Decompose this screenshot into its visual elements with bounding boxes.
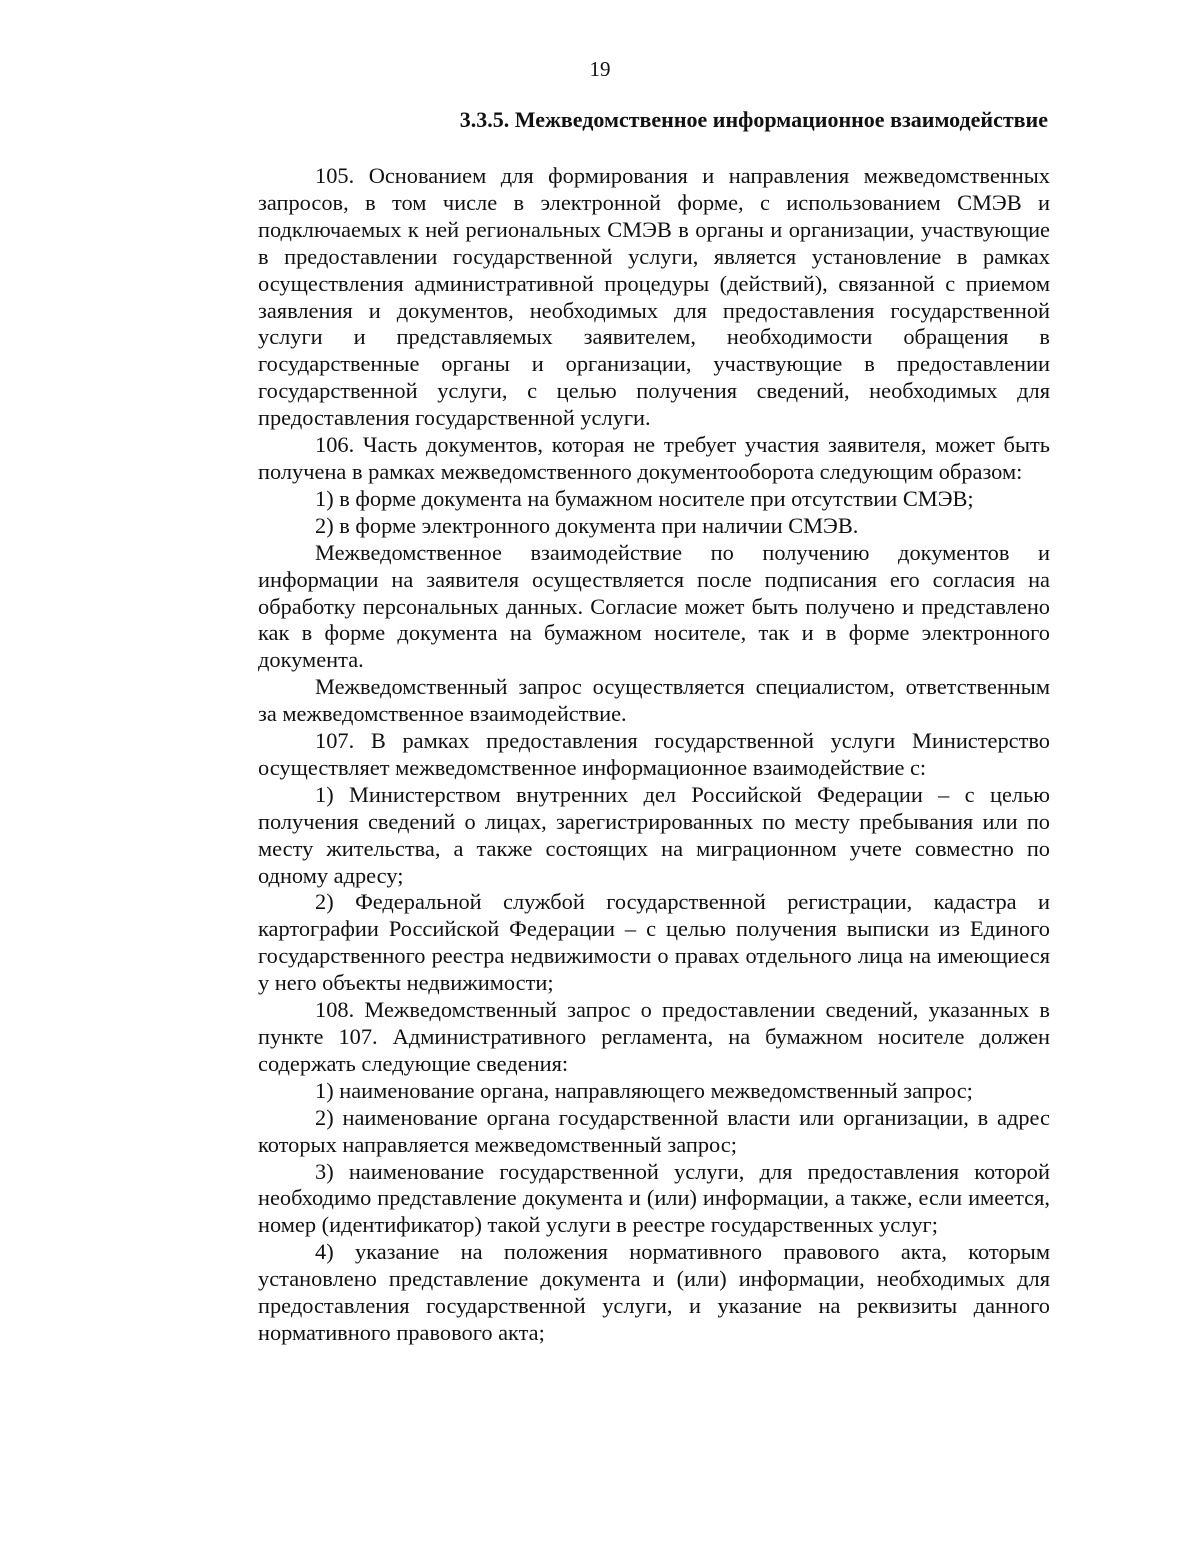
list-item-108-3: 3) наименование государственной услуги, для предоставления которой необходимо представление документа и (или) информации, а также, если имеется, номер (идентификатор) такой услуги в реестре государственных услуг;	[258, 1158, 1050, 1238]
paragraph-105: 105. Основанием для формирования и направления межведомственных запросов, в том числе в электронной форме, с использованием СМЭВ и подключаемых к ней региональных СМЭВ в органы и организации, участвующие в предоставлении государственной услуги, является установление в рамках осуществления административной процедуры (действий), связанной с приемом заявления и документов, необходимых для предоставления государственной услуги и представляемых заявителем, необходимости обращения в государственные органы и организации, участвующие в предоставлении государственной услуги, с целью получения сведений, необходимых для предоставления государственной услуги.	[258, 163, 1050, 431]
list-item-108-1: 1) наименование органа, направляющего межведомственный запрос;	[315, 1077, 973, 1103]
list-item-106-2: 2) в форме электронного документа при наличии СМЭВ.	[315, 512, 859, 538]
body-text	[258, 163, 1050, 1347]
paragraph-consent: Межведомственное взаимодействие по получению документов и информации на заявителя осуществляется после подписания его согласия на обработку персональных данных. Согласие может быть получено и представлено как в форме документа на бумажном носителе, так и в форме электронного документа.	[258, 539, 1050, 673]
list-item-107-1: 1) Министерством внутренних дел Российской Федерации – с целью получения сведений о лицах, зарегистрированных по месту пребывания или по месту жительства, а также состоящих на миграционном учете совместно по одному адресу;	[258, 781, 1050, 888]
paragraph-request-specialist: Межведомственный запрос осуществляется специалистом, ответственным за межведомственное взаимодействие.	[258, 674, 1050, 727]
list-item-108-4: 4) указание на положения нормативного правового акта, которым установлено представление документа и (или) информации, необходимых для предоставления государственной услуги, и указание на реквизиты данного нормативного правового акта;	[258, 1239, 1050, 1345]
section-heading: 3.3.5. Межведомственное информационное взаимодействие	[459, 107, 1048, 132]
list-item-106-1: 1) в форме документа на бумажном носителе при отсутствии СМЭВ;	[315, 485, 974, 511]
list-item-107-2: 2) Федеральной службой государственной регистрации, кадастра и картографии Российской Федерации – с целью получения выписки из Единого государственного реестра недвижимости о правах отдельного лица на имеющиеся у него объекты недвижимости;	[258, 889, 1050, 996]
paragraph-106: 106. Часть документов, которая не требует участия заявителя, может быть получена в рамках межведомственного документооборота следующим образом:	[258, 432, 1050, 484]
paragraph-107: 107. В рамках предоставления государственной услуги Министерство осуществляет межведомственное информационное взаимодействие с:	[258, 728, 1050, 780]
paragraph-108: 108. Межведомственный запрос о предоставлении сведений, указанных в пункте 107. Административного регламента, на бумажном носителе должен содержать следующие сведения:	[258, 997, 1050, 1076]
list-item-108-2: 2) наименование органа государственной власти или организации, в адрес которых направляется межведомственный запрос;	[258, 1104, 1050, 1157]
page-number: 19	[589, 57, 611, 81]
